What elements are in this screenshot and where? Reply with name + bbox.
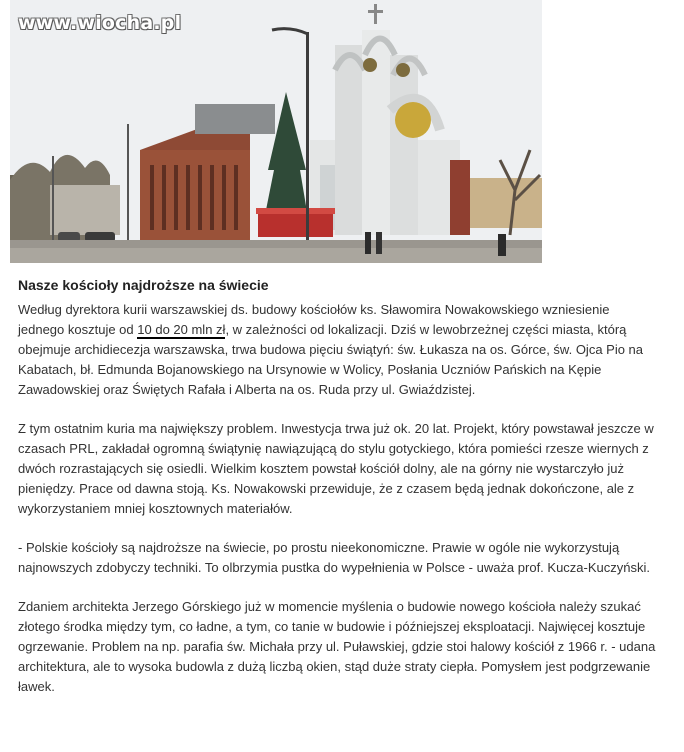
highlighted-amount: 10 do 20 mln zł bbox=[137, 322, 226, 337]
article-headline: Nasze kościoły najdroższe na świecie bbox=[18, 277, 269, 293]
church-photo bbox=[10, 0, 542, 263]
paragraph-1-text-before: Według dyrektora kurii warszawskiej ds. budowy kościołów ks. Sławomira Nowakowskiego wzniesienie jednego kosztuje od bbox=[18, 302, 610, 337]
paragraph-2: Z tym ostatnim kuria ma największy problem. Inwestycja trwa już ok. 20 lat. Projekt, który powstawał jeszcze w czasach PRL, zakładał ogromną świątynię nawiązującą do stylu gotyckiego, która pomieści rzesze wiernych z dwóch rozrastających się osiedli. Wielkim kosztem powstał kościół dolny, ale na górny nie wystarczyło już pieniędzy. Prace od dawna stoją. Ks. Nowakowski przewiduje, że z czasem będą jednak dokończone, ale z wykorzystaniem mniej kosztownych materiałów. bbox=[18, 421, 654, 516]
paragraph-1 bbox=[18, 300, 658, 400]
article bbox=[18, 276, 658, 716]
watermark-logo: www.wiocha.pl bbox=[18, 12, 182, 34]
paragraph-4: Zdaniem architekta Jerzego Górskiego już w momencie myślenia o budowie nowego kościoła należy szukać złotego środka między tym, co ładne, a tym, co tanie w budowie i późniejszej eksploatacji. Najwięcej kosztuje ogrzewanie. Problem na np. parafia św. Michała przy ul. Puławskiej, gdzie stoi halowy kościół z 1966 r. - udana architektura, ale to wysoka budowla z dużą liczbą okien, stąd duże straty ciepła. Pomysłem jest podgrzewanie ławek. bbox=[18, 599, 656, 694]
paragraph-3: - Polskie kościoły są najdroższe na świecie, po prostu nieekonomiczne. Prawie w ogóle nie wykorzystują najnowszych zdobyczy techniki. To olbrzymia pustka do wypełnienia w Polsce - uważa prof. Kucza-Kuczyński. bbox=[18, 540, 650, 575]
paragraph-1-text-after: , w zależności od lokalizacji. Dziś w lewobrzeżnej części miasta, którą obejmuje archidiecezja warszawska, trwa budowa pięciu świątyń: św. Łukasza na os. Górce, św. Ojca Pio na Kabatach, bł. Edmunda Bojanowskiego na Ursynowie w Wolicy, Posłania Uczniów Pańskich na Kępie Zawadowskiej oraz Świętych Rafała i Alberta na os. Ruda przy ul. Gwiaździstej. bbox=[18, 322, 644, 397]
